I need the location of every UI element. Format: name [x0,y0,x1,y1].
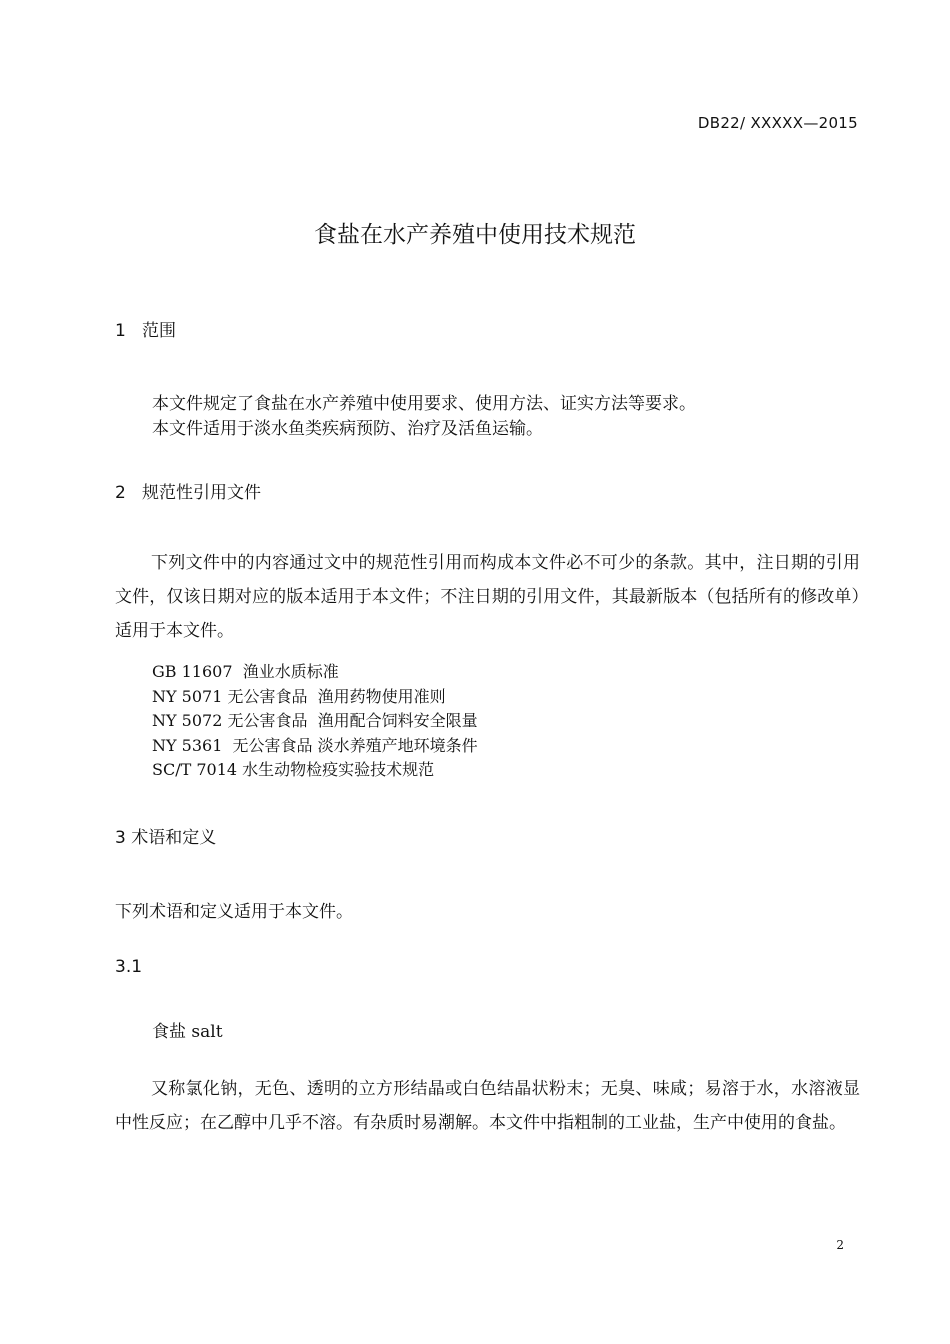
section-3-heading: 3 术语和定义 [115,828,217,848]
reference-item: NY 5072 无公害食品 渔用配合饲料安全限量 [152,711,478,730]
section-1-number: 1 [115,321,126,341]
section-1-title: 范围 [142,321,176,341]
section-1-heading [115,316,176,341]
reference-item: NY 5361 无公害食品 淡水养殖产地环境条件 [152,735,478,755]
reference-list [152,660,478,783]
section-2-number: 2 [115,483,126,503]
term-name: 食盐 salt [152,1022,223,1042]
subsection-3-1-number: 3.1 [115,957,143,977]
document-title: 食盐在水产养殖中使用技术规范 [314,222,636,248]
term-definition: 又称氯化钠，无色、透明的立方形结晶或白色结晶状粉末；无臭、味咸；易溶于水，水溶液显中性反应；在乙醇中几乎不溶。有杂质时易潮解。本文件中指粗制的工业盐，生产中使用的食盐。 [115,1079,860,1133]
normative-refs-intro: 下列文件中的内容通过文中的规范性引用而构成本文件必不可少的条款。其中，注日期的引用文件，仅该日期对应的版本适用于本文件；不注日期的引用文件，其最新版本（包括所有的修改单）适用于本文件。 [115,553,860,641]
section-2-title: 规范性引用文件 [142,483,261,503]
scope-paragraph-1: 本文件规定了食盐在水产养殖中使用要求、使用方法、证实方法等要求。 [152,394,696,414]
scope-paragraph-2: 本文件适用于淡水鱼类疾病预防、治疗及活鱼运输。 [152,419,543,439]
terms-intro: 下列术语和定义适用于本文件。 [115,902,353,922]
document-number: DB22/ XXXXX—2015 [697,114,858,132]
reference-item: GB 11607 渔业水质标准 [152,662,339,681]
section-2-heading [115,478,261,503]
reference-item: SC/T 7014 水生动物检疫实验技术规范 [152,760,435,779]
page-number: 2 [836,1238,844,1252]
reference-item: NY 5071 无公害食品 渔用药物使用准则 [152,686,446,706]
